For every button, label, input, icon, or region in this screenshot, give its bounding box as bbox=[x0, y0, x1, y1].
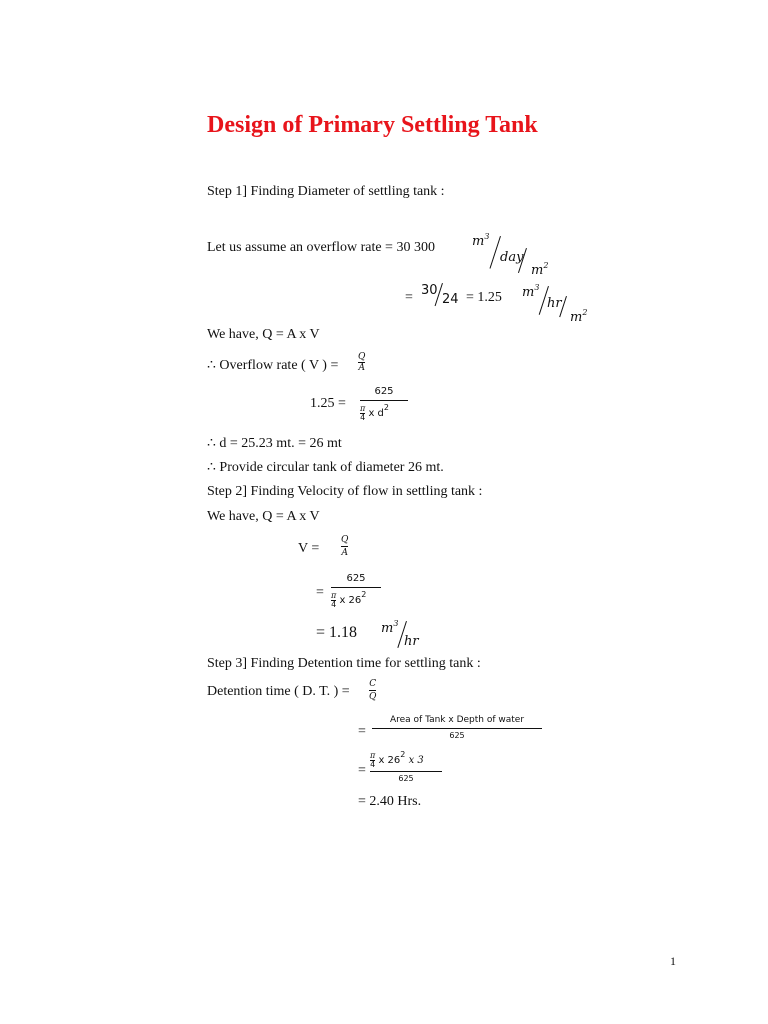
c-over-q-fraction: C Q bbox=[369, 679, 377, 702]
step1-heading: Step 1] Finding Diameter of settling tank : bbox=[207, 184, 445, 199]
diameter-equation-fraction: 625 $\frac{\pi}{4}$ x $d^2$ bbox=[360, 386, 408, 422]
velocity-eq-sign: = bbox=[316, 585, 324, 600]
dt-eq1-sign: = bbox=[358, 724, 366, 739]
we-have-statement-2: We have, Q = A x V bbox=[207, 509, 320, 524]
eq2-value: = 1.25 bbox=[466, 290, 502, 305]
area-depth-fraction: Area of Tank x Depth of water 625 bbox=[372, 714, 542, 742]
page-title: Design of Primary Settling Tank bbox=[207, 112, 538, 138]
detention-time-label: Detention time ( D. T. ) = bbox=[207, 684, 350, 699]
unit2-numerator: $m^3$ bbox=[522, 283, 540, 300]
velocity-label: V = bbox=[298, 541, 320, 556]
unit1-day: day bbox=[500, 250, 524, 265]
velocity-result: = 1.18 bbox=[316, 624, 358, 641]
q-over-a-fraction: Q A bbox=[358, 352, 366, 373]
velocity-unit-denominator: hr bbox=[404, 634, 419, 649]
eq-lhs-1-25: 1.25 = bbox=[310, 396, 346, 411]
diameter-result: ∴ d = 25.23 mt. = 26 mt bbox=[207, 436, 342, 451]
provide-tank-statement: ∴ Provide circular tank of diameter 26 mt. bbox=[207, 460, 444, 475]
overflow-rate-label: ∴ Overflow rate ( V ) = bbox=[207, 358, 339, 373]
unit1-m2: $m^2$ bbox=[531, 261, 549, 278]
unit1-numerator: $m^3$ bbox=[472, 232, 490, 249]
eq2-denominator: 24 bbox=[442, 292, 459, 307]
unit2-hr: hr bbox=[547, 296, 562, 311]
dt-eq2-sign: = bbox=[358, 763, 366, 778]
unit2-m2: $m^2$ bbox=[570, 308, 588, 325]
detention-volume-fraction: $\frac{\pi}{4}$ x $26^2$ x 3 625 bbox=[370, 749, 442, 785]
step3-heading: Step 3] Finding Detention time for settling tank : bbox=[207, 656, 481, 671]
velocity-fraction: 625 $\frac{\pi}{4}$ x $26^2$ bbox=[331, 573, 381, 609]
eq2-equals: = bbox=[405, 290, 413, 305]
velocity-q-over-a: Q A bbox=[341, 535, 349, 558]
we-have-statement-1: We have, Q = A x V bbox=[207, 327, 320, 342]
velocity-unit-numerator: $m^3$ bbox=[381, 619, 399, 636]
eq2-numerator: 30 bbox=[421, 283, 438, 298]
overflow-rate-assumption: Let us assume an overflow rate = 30 300 bbox=[207, 240, 435, 255]
detention-time-result: = 2.40 Hrs. bbox=[358, 794, 422, 809]
step2-heading: Step 2] Finding Velocity of flow in settling tank : bbox=[207, 484, 483, 499]
page-number: 1 bbox=[670, 954, 676, 968]
